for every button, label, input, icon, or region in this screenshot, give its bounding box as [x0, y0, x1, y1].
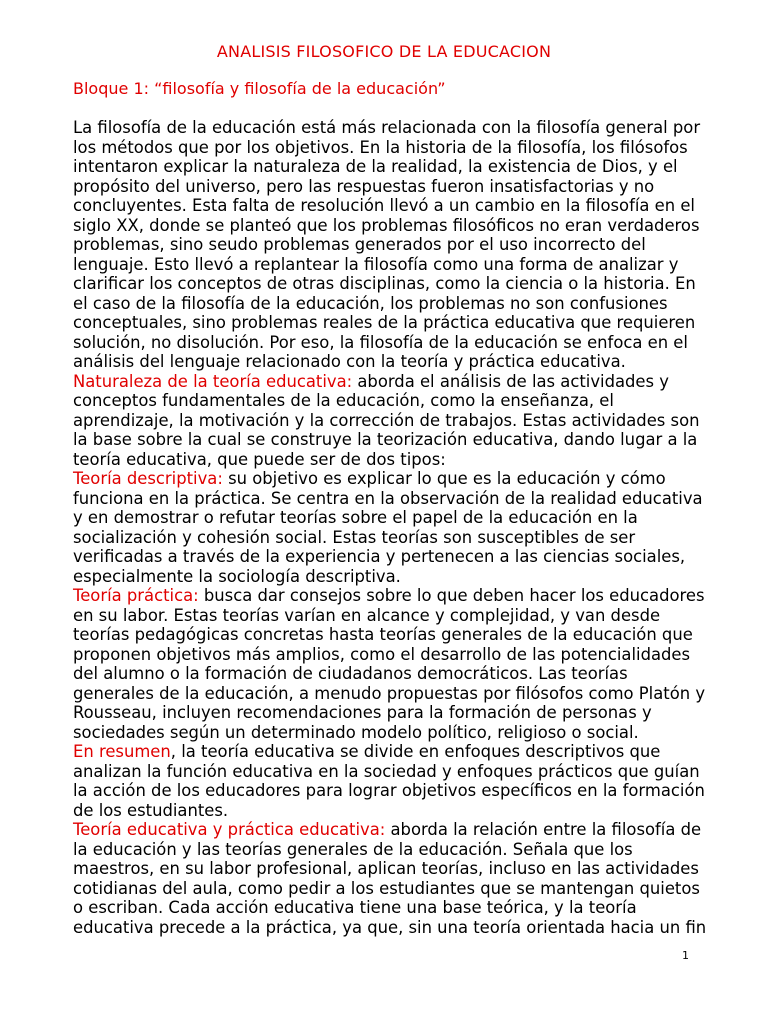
paragraph-label: Teoría educativa y práctica educativa:	[73, 820, 386, 839]
paragraph-intro	[73, 118, 707, 372]
paragraph-naturaleza	[73, 372, 707, 470]
paragraph-text: La filosofía de la educación está más relacionada con la filosofía general por los métodos que por los objetivos. En la historia de la filosofía, los filósofos intentaron explicar la naturaleza de la realidad, la existencia de Dios, y el propósito del universo, pero las respuestas fueron insatisfactorias y no concluyentes. Esta falta de resolución llevó a un cambio en la filosofía en el siglo XX, donde se planteó que los problemas filosóficos no eran verdaderos problemas, sino seudo problemas generados por el uso incorrecto del lenguaje. Esto llevó a replantear la filosofía como una forma de analizar y clarificar los conceptos de otras disciplinas, como la ciencia o la historia. En el caso de la filosofía de la educación, los problemas no son confusiones conceptuales, sino problemas reales de la práctica educativa que requieren solución, no disolución. Por eso, la filosofía de la educación se enfoca en el análisis del lenguaje relacionado con la teoría y práctica educativa.	[73, 118, 701, 371]
paragraph-teoria-descriptiva	[73, 469, 707, 586]
block-heading: Bloque 1: “filosofía y filosofía de la educación”	[73, 79, 446, 98]
paragraph-text: aborda la relación entre la filosofía de la educación y las teorías generales de la educación. Señala que los maestros, en su labor profesional, aplican teorías, incluso en las actividades cotidianas del aula, como pedir a los estudiantes que se mantengan quietos o escriban. Cada acción educativa tiene una base teórica, y la teoría educativa precede a la práctica, ya que, sin una teoría orientada hacia un fin	[73, 820, 707, 937]
paragraph-resumen	[73, 742, 707, 820]
paragraph-teoria-practica	[73, 586, 707, 742]
paragraph-label: En resumen	[73, 742, 171, 761]
document-body	[73, 118, 707, 937]
paragraph-text: su objetivo es explicar lo que es la educación y cómo funciona en la práctica. Se centra en la observación de la realidad educativa y en demostrar o refutar teorías sobre el papel de la educación en la socialización y cohesión social. Estas teorías son susceptibles de ser verificadas a través de la experiencia y pertenecen a las ciencias sociales, especialmente la sociología descriptiva.	[73, 469, 703, 586]
paragraph-label: Teoría práctica:	[73, 586, 199, 605]
paragraph-text: aborda el análisis de las actividades y conceptos fundamentales de la educación, como la enseñanza, el aprendizaje, la motivación y la corrección de trabajos. Estas actividades son la base sobre la cual se construye la teorización educativa, dando lugar a la teoría educativa, que puede ser de dos tipos:	[73, 371, 700, 469]
paragraph-text: , la teoría educativa se divide en enfoques descriptivos que analizan la función educativa en la sociedad y enfoques prácticos que guían la acción de los educadores para lograr objetivos específicos en la formación de los estudiantes.	[73, 742, 705, 820]
paragraph-label: Naturaleza de la teoría educativa:	[73, 371, 353, 391]
paragraph-text: busca dar consejos sobre lo que deben hacer los educadores en su labor. Estas teorías varían en alcance y complejidad, y van desde teorías pedagógicas concretas hasta teorías generales de la educación que proponen objetivos más amplios, como el desarrollo de las potencialidades del alumno o la formación de ciudadanos democráticos. Las teorías generales de la educación, a menudo propuestas por filósofos como Platón y Rousseau, incluyen recomendaciones para la formación de personas y sociedades según un determinado modelo político, religioso o social.	[73, 586, 706, 742]
document-title: ANALISIS FILOSOFICO DE LA EDUCACION	[216, 42, 552, 61]
paragraph-label: Teoría descriptiva:	[73, 469, 223, 488]
paragraph-teoria-y-practica	[73, 820, 707, 937]
page-number: 1	[682, 949, 689, 962]
